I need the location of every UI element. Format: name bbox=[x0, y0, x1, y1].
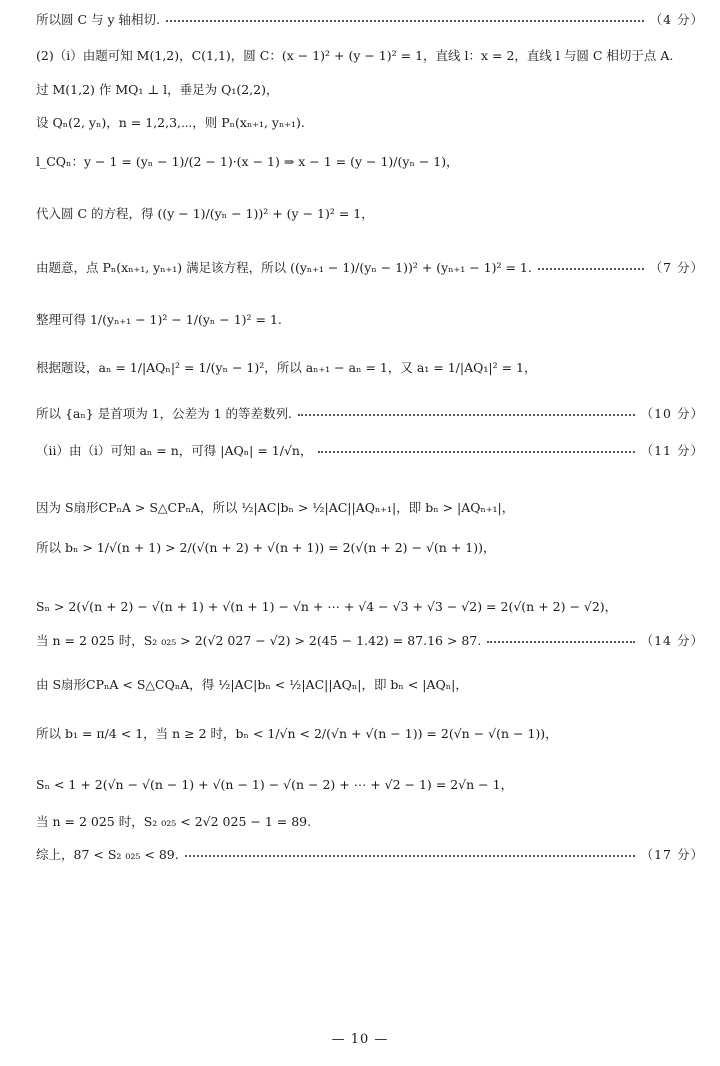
solution-line-text: Sₙ < 1 + 2(√n − √(n − 1) + √(n − 1) − √(n − 2) + ⋯ + √2 − 1) = 2√n − 1， bbox=[36, 777, 514, 792]
dot-leader bbox=[298, 414, 635, 416]
solution-line bbox=[36, 46, 704, 64]
solution-line bbox=[36, 675, 704, 693]
solution-line bbox=[36, 404, 704, 422]
score-marker: （10 分） bbox=[640, 406, 704, 421]
solution-line-text: 由 S扇形CPₙA < S△CQₙA，得 ½|AC|bₙ < ½|AC||AQₙ|，即 bₙ < |AQₙ|， bbox=[36, 677, 468, 692]
dot-leader bbox=[487, 641, 634, 643]
score-marker: （11 分） bbox=[640, 443, 704, 458]
score-marker: （14 分） bbox=[640, 633, 704, 648]
solution-line-text: 根据题设，aₙ = 1/|AQₙ|² = 1/(yₙ − 1)²，所以 aₙ₊₁ − aₙ = 1，又 a₁ = 1/|AQ₁|² = 1， bbox=[36, 360, 537, 375]
solution-line bbox=[36, 80, 704, 98]
solution-line bbox=[36, 498, 704, 516]
page-number: — 10 — bbox=[331, 1032, 389, 1047]
solution-line-text: 当 n = 2 025 时，S₂ ₀₂₅ < 2√2 025 − 1 = 89. bbox=[36, 814, 312, 829]
solution-line bbox=[36, 441, 704, 459]
solution-line bbox=[36, 258, 704, 276]
dot-leader bbox=[166, 20, 644, 22]
solution-line bbox=[36, 538, 704, 556]
solution-line bbox=[36, 310, 704, 328]
dot-leader bbox=[185, 855, 635, 857]
dot-leader bbox=[538, 268, 644, 270]
solution-line bbox=[36, 812, 704, 830]
score-marker: （7 分） bbox=[649, 260, 704, 275]
solution-line bbox=[36, 775, 704, 793]
solution-line-text: 所以圆 C 与 y 轴相切. bbox=[36, 12, 160, 27]
dot-leader bbox=[318, 451, 634, 453]
solution-line-text: 当 n = 2 025 时，S₂ ₀₂₅ > 2(√2 027 − √2) > 2(45 − 1.42) = 87.16 > 87. bbox=[36, 633, 482, 648]
solution-line bbox=[36, 845, 704, 863]
solution-line-text: (2)（ⅰ）由题可知 M(1,2)，C(1,1)，圆 C：(x − 1)² + (y − 1)² = 1，直线 l：x = 2，直线 l 与圆 C 相切于点 A. bbox=[36, 48, 674, 63]
score-marker: （17 分） bbox=[640, 847, 704, 862]
solution-line-text: （ⅱ）由（ⅰ）可知 aₙ = n，可得 |AQₙ| = 1/√n， bbox=[36, 443, 313, 458]
score-marker: （4 分） bbox=[649, 12, 704, 27]
solution-line bbox=[36, 631, 704, 649]
solution-line bbox=[36, 204, 704, 222]
solution-line-text: 所以 b₁ = π/4 < 1，当 n ≥ 2 时，bₙ < 1/√n < 2/(√n + √(n − 1)) = 2(√n − √(n − 1))， bbox=[36, 726, 558, 741]
solution-line bbox=[36, 113, 704, 131]
solution-line-text: 由题意，点 Pₙ(xₙ₊₁, yₙ₊₁) 满足该方程，所以 ((yₙ₊₁ − 1)/(yₙ − 1))² + (yₙ₊₁ − 1)² = 1. bbox=[36, 260, 532, 275]
solution-line-text: 所以 {aₙ} 是首项为 1，公差为 1 的等差数列. bbox=[36, 406, 293, 421]
solution-line bbox=[36, 152, 704, 170]
solution-line-text: 设 Qₙ(2, yₙ)，n = 1,2,3,⋯，则 Pₙ(xₙ₊₁, yₙ₊₁). bbox=[36, 115, 305, 130]
solution-line-text: 代入圆 C 的方程，得 ((y − 1)/(yₙ − 1))² + (y − 1)² = 1， bbox=[36, 206, 374, 221]
solution-line bbox=[36, 358, 704, 376]
solution-line-text: 整理可得 1/(yₙ₊₁ − 1)² − 1/(yₙ − 1)² = 1. bbox=[36, 312, 282, 327]
solution-line bbox=[36, 597, 704, 615]
solution-line bbox=[36, 724, 704, 742]
solution-line-text: 所以 bₙ > 1/√(n + 1) > 2/(√(n + 2) + √(n + 1)) = 2(√(n + 2) − √(n + 1))， bbox=[36, 540, 496, 555]
solution-line-text: Sₙ > 2(√(n + 2) − √(n + 1) + √(n + 1) − √n + ⋯ + √4 − √3 + √3 − √2) = 2(√(n + 2) − √2)， bbox=[36, 599, 618, 614]
solution-line-text: 过 M(1,2) 作 MQ₁ ⊥ l，垂足为 Q₁(2,2)， bbox=[36, 82, 279, 97]
solution-line-text: l_CQₙ：y − 1 = (yₙ − 1)/(2 − 1)·(x − 1) ⇒ x − 1 = (y − 1)/(yₙ − 1)， bbox=[36, 154, 459, 169]
solution-line-text: 综上，87 < S₂ ₀₂₅ < 89. bbox=[36, 847, 179, 862]
solution-line-text: 因为 S扇形CPₙA > S△CPₙA，所以 ½|AC|bₙ > ½|AC||AQₙ₊₁|，即 bₙ > |AQₙ₊₁|， bbox=[36, 500, 515, 515]
solution-line bbox=[36, 10, 704, 28]
